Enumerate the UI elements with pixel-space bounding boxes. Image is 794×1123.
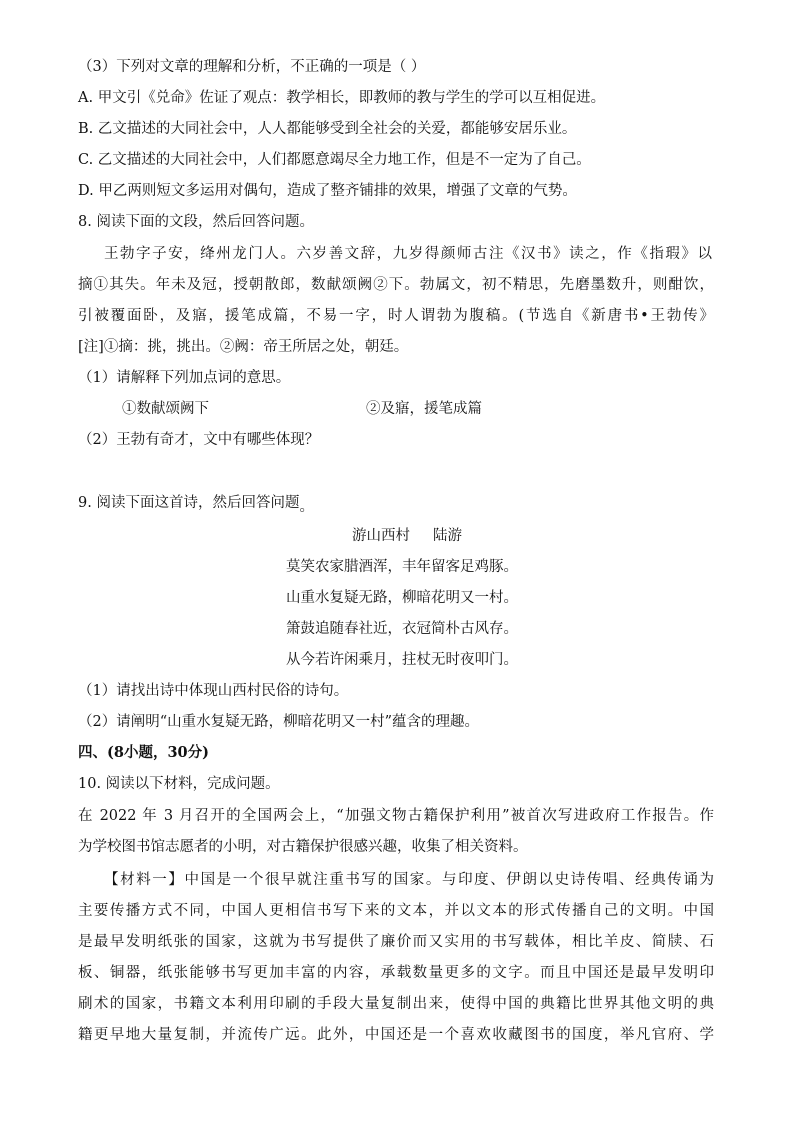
material-1-line-4: 板、铜器，纸张能够书写更加丰富的内容，承载数量更多的文字。而且中国还是最早发明印 <box>78 965 714 981</box>
q7-option-b: B. 乙文描述的大同社会中，人人都能够受到全社会的关爱，都能够安居乐业。 <box>78 121 577 137</box>
q9-sub2: （2）请阐明“山重水复疑无路，柳暗花明又一村”蕴含的理趣。 <box>78 714 480 730</box>
poem-line-4: 从今若许闲乘月，拄杖无时夜叩门。 <box>286 652 518 668</box>
material-1-line-6: 籍更早地大量复制，并流传广远。此外，中国还是一个喜欢收藏图书的国度，举凡官府、学 <box>78 1027 714 1043</box>
material-1-line-1: 【材料一】中国是一个很早就注重书写的国家。与印度、伊朗以史诗传唱、经典传诵为 <box>104 872 714 888</box>
q7-sub3: （3）下列对文章的理解和分析，不正确的一项是（ ） <box>78 59 426 75</box>
q8-sub1: （1）请解释下列加点词的意思。 <box>78 370 291 386</box>
material-1-line-2: 主要传播方式不同，中国人更相信书写下来的文本，并以文本的形式传播自己的文明。中国 <box>78 903 714 919</box>
q7-option-d: D. 甲乙两则短文多运用对偶句，造成了整齐铺排的效果，增强了文章的气势。 <box>78 183 577 199</box>
q10-stem: 10. 阅读以下材料，完成问题。 <box>78 776 280 792</box>
q9-stem-mark: 。 <box>299 499 314 515</box>
q9-sub1: （1）请找出诗中体现山西村民俗的诗句。 <box>78 683 349 699</box>
q8-note: [注]①摘：挑，挑出。②阙：帝王所居之处，朝廷。 <box>78 339 409 355</box>
q8-sub2: （2）王勃有奇才，文中有哪些体现？ <box>78 432 320 448</box>
q8-passage-line-3: 引被覆面卧，及寤，援笔成篇，不易一字，时人谓勃为腹稿。(节选自《新唐书•王勃传》 <box>78 308 714 324</box>
q8-passage-line-2: 摘①其失。年未及冠，授朝散郎，数献颂阙②下。勃属文，初不精思，先磨墨数升，则酣饮， <box>78 277 714 293</box>
q8-stem: 8. 阅读下面的文段，然后回答问题。 <box>78 214 314 230</box>
q7-option-a: A. 甲文引《兑命》佐证了观点：教学相长，即教师的教与学生的学可以互相促进。 <box>78 90 606 106</box>
q9-stem-text: 9. 阅读下面这首诗，然后回答问题 <box>78 495 300 511</box>
q8-item-2: ②及寤，援笔成篇 <box>366 401 482 417</box>
poem-title: 游山西村 陆游 <box>352 528 463 544</box>
q10-intro-line-2: 为学校图书馆志愿者的小明，对古籍保护很感兴趣，收集了相关资料。 <box>78 839 528 855</box>
q10-intro-line-1: 在 2022 年 3 月召开的全国两会上，“加强文物古籍保护利用”被首次写进政府工作报告。作 <box>78 808 714 824</box>
q8-passage-line-1: 王勃字子安，绛州龙门人。六岁善文辞，九岁得颜师古注《汉书》读之，作《指瑕》以 <box>104 246 712 262</box>
section-heading: 四、(8小题，30分) <box>78 744 209 761</box>
poem-line-1: 莫笑农家腊酒浑，丰年留客足鸡豚。 <box>286 559 518 575</box>
q9-stem <box>78 493 314 513</box>
q7-option-c: C. 乙文描述的大同社会中，人们都愿意竭尽全力地工作，但是不一定为了自己。 <box>78 152 591 168</box>
poem-line-3: 箫鼓追随春社近，衣冠简朴古风存。 <box>286 621 518 637</box>
q8-item-1: ①数献颂阙下 <box>122 401 209 417</box>
material-1-line-3: 是最早发明纸张的国家，这就为书写提供了廉价而又实用的书写载体，相比羊皮、简牍、石 <box>78 934 714 950</box>
material-1-line-5: 刷术的国家，书籍文本利用印刷的手段大量复制出来，使得中国的典籍比世界其他文明的典 <box>78 996 714 1012</box>
poem-line-2: 山重水复疑无路，柳暗花明又一村。 <box>286 590 518 606</box>
